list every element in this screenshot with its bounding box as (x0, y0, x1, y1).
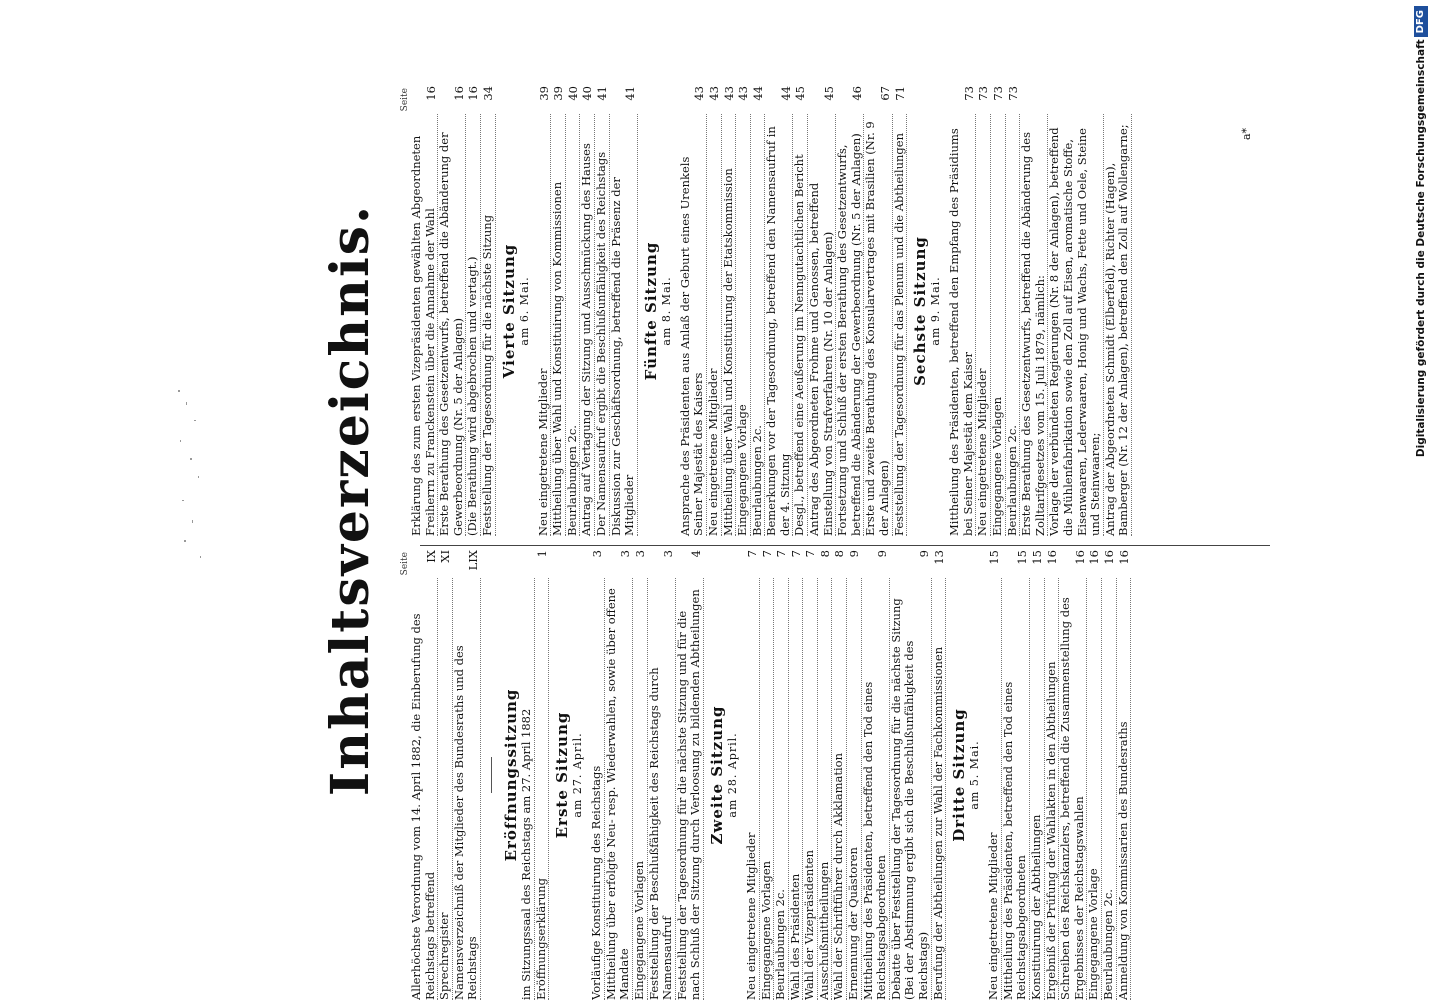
session-date: am 8. Mai. (659, 276, 673, 346)
toc-entry (774, 550, 789, 1000)
toc-entry (679, 86, 707, 536)
toc-entry (676, 550, 704, 1000)
toc-entry (551, 86, 566, 536)
toc-entry-page: 41 (594, 86, 609, 101)
toc-entry-text: Eingegangene Vorlagen (991, 114, 1006, 536)
toc-entry (1048, 86, 1103, 536)
toc-entry-text: Antrag auf Vertagung der Sitzung und Ausschmückung des Hauses (580, 114, 595, 536)
toc-entry (1045, 550, 1060, 1000)
toc-entry-text: Diskussion zur Geschäftsordnung, betreffend die Präsenz der Mitglieder (610, 114, 638, 536)
toc-entry-page: 7 (803, 550, 818, 558)
toc-entry (520, 550, 535, 1000)
signature-mark: a* (1240, 127, 1253, 140)
toc-entry (745, 550, 760, 1000)
toc-entry (633, 550, 648, 1000)
toc-entry-page: 3 (618, 550, 633, 558)
toc-entry-page: 44 (750, 86, 765, 101)
toc-entry-text: Mittheilung über erfolgte Neu- resp. Wiederwahlen, sowie über offene Mandate (605, 578, 633, 1000)
toc-entry-page: 15 (1015, 550, 1030, 565)
toc-entry-text: Erste Berathung des Gesetzentwurfs, betreffend die Abänderung der Gewerbeordnung (Nr. 5 der Anlagen) (438, 114, 466, 536)
toc-entry-text: Ernennung der Quästoren (847, 578, 862, 1000)
watermark-text: Digitalisierung gefördert durch die Deutsche Forschungsgemeinschaft (1415, 39, 1427, 458)
toc-entry-page: 7 (774, 550, 789, 558)
toc-entry-text: Wahl der Vizepräsidenten (803, 578, 818, 1000)
toc-entry-page: 15 (987, 550, 1002, 565)
toc-entry-text: Vorläufige Konstituirung des Reichstags (590, 578, 605, 1000)
toc-entry-page: IX (423, 550, 438, 563)
toc-entry-text: Eingegangene Vorlage (1087, 578, 1102, 1000)
toc-entry-text: Beurlaubungen 2c. (751, 114, 766, 536)
dfg-logo: DFG (1414, 6, 1428, 37)
toc-entry-page: 3 (590, 550, 605, 558)
toc-entry (948, 86, 976, 536)
toc-entry (808, 86, 836, 536)
toc-entry-text: Neu eingetretene Mitglieder (537, 114, 552, 536)
toc-entry (1102, 550, 1117, 1000)
toc-entry (453, 550, 481, 1000)
toc-entry-page: 67 (878, 86, 893, 101)
toc-entry (481, 86, 496, 536)
toc-entry-text: Fortsetzung und Schluß der ersten Berathung des Gesetzentwurfs, betreffend die Abänderung der Gewerbeordnung (Nr. 5 der Anlagen) (836, 114, 864, 536)
toc-entry-text: Schreiben des Reichskanzlers, betreffend die Zusammenstellung des Ergebnisses der Reichstagswahlen (1059, 578, 1087, 1000)
toc-entry-text: Eingegangene Vorlage (736, 114, 751, 536)
toc-entry-text: Beurlaubungen 2c. (774, 578, 789, 1000)
toc-entry-page: 16 (1116, 550, 1131, 565)
toc-entry-page: 39 (551, 86, 566, 101)
toc-entry-page: 16 (1101, 550, 1116, 565)
toc-entry-text: Mittheilung des Präsidenten, betreffend den Tod eines Reichstagsabgeordneten (1002, 578, 1030, 1000)
toc-entry (789, 550, 804, 1000)
toc-entry (1117, 550, 1132, 1000)
toc-entry-text: Sprechregister (438, 578, 453, 1000)
toc-entry-text: Vorlage der verbündeten Regierungen (Nr. 8 der Anlagen), betreffend die Mühlenfabrikation sowie den Zoll auf Eisen, aromatische Stoffe, Eisenwaaren, Lederwaaren, Honig und Wachs, Fette und Oele, Steine und Steinwaaren; (1048, 114, 1103, 536)
session-heading: Dritte Sitzung (950, 708, 969, 842)
toc-entry-page: 40 (565, 86, 580, 101)
toc-entry (765, 86, 793, 536)
session-date: am 27. April. (571, 732, 585, 818)
toc-entry-page: 44 (778, 86, 793, 101)
toc-entry (818, 550, 833, 1000)
toc-entry (836, 86, 864, 536)
toc-entry-page: 43 (721, 86, 736, 101)
toc-entry (1020, 86, 1048, 536)
page-column-label: Seite (400, 552, 410, 576)
toc-entry-page: 16 (423, 86, 438, 101)
toc-entry-page: 73 (991, 86, 1005, 101)
toc-entry-text: Ergebniß der Prüfung der Wahlakten in den Abtheilungen (1045, 578, 1060, 1000)
toc-entry (590, 550, 605, 1000)
toc-entry-text: Allerhöchste Verordnung vom 14. April 1882, die Einberufung des Reichstags betreffend (410, 578, 438, 1000)
toc-entry-page: 73 (976, 86, 991, 101)
toc-entry-page: 16 (1072, 550, 1087, 565)
toc-entry (1002, 550, 1030, 1000)
toc-entry-page: LIX (466, 550, 481, 571)
toc-entry-text: Neu eingetretene Mitglieder (707, 114, 722, 536)
toc-entry (410, 86, 438, 536)
toc-entry (438, 86, 466, 536)
toc-entry (410, 550, 438, 1000)
toc-entry-page: 3 (661, 550, 676, 558)
toc-entry-text: Namensverzeichniß der Mitglieder des Bundesraths und des Reichstags (453, 578, 481, 1000)
toc-entry-text: Beurlaubungen 2c. (1102, 578, 1117, 1000)
toc-entry (760, 550, 775, 1000)
toc-entry (537, 86, 552, 536)
toc-entry-text: Konstituirung der Abtheilungen (1030, 578, 1045, 1000)
toc-entry-page: 71 (892, 86, 907, 101)
toc-entry-text: Mittheilung des Präsidenten, betreffend den Tod eines Reichstagsabgeordneten (862, 578, 890, 1000)
scan-speckle (174, 380, 208, 580)
toc-entry (847, 550, 862, 1000)
toc-entry-text: Antrag der Abgeordneten Schmidt (Elberfeld), Richter (Hagen), Bamberger (Nr. 12 der Anlagen), betreffend den Zoll auf Wollengarne; (1104, 114, 1132, 536)
toc-entry-page: 9 (875, 550, 890, 558)
toc-entry-text: im Sitzungssaal des Reichstags am 27. April 1882 (520, 578, 535, 1000)
toc-entry-text: Eingegangene Vorlagen (633, 578, 648, 1000)
column-divider (420, 545, 1270, 546)
session-heading: Zweite Sitzung (707, 705, 726, 845)
toc-entry-page: 43 (692, 86, 707, 101)
toc-entry-page: XI (438, 550, 453, 563)
toc-entry (466, 86, 481, 536)
toc-entry-page: 16 (1087, 550, 1102, 565)
toc-entry-text: Wahl der Schriftführer durch Akklamation (832, 578, 847, 1000)
toc-entry-page: 16 (451, 86, 466, 101)
toc-entry-page: 8 (817, 550, 832, 558)
toc-entry-page: 45 (821, 86, 836, 101)
toc-entry (1059, 550, 1087, 1000)
toc-entry-text: Debatte über Feststellung der Tagesordnung für die nächste Sitzung (Bei der Abstimmung ergibt sich die Beschlußunfähigkeit des Reichstags) (890, 578, 932, 1000)
toc-entry-text: Wahl des Präsidenten (789, 578, 804, 1000)
toc-entry (736, 86, 751, 536)
toc-entry-text: Bemerkungen vor der Tagesordnung, betreffend den Namensaufruf in der 4. Sitzung (765, 114, 793, 536)
toc-entry (976, 86, 991, 536)
toc-entry-text: Mittheilung über Wahl und Konstituirung der Etatskommission (722, 114, 737, 536)
toc-entry-page: 39 (536, 86, 551, 101)
toc-entry-page: 73 (1005, 86, 1020, 101)
toc-entry-text: Erklärung des zum ersten Vizepräsidenten gewählten Abgeordneten Freiherrn zu Franckenstein über die Annahme der Wahl (410, 114, 438, 536)
toc-entry-page: 15 (1030, 550, 1044, 565)
toc-entry-text: Ausschußmittheilungen (818, 578, 833, 1000)
section-rule (491, 757, 492, 793)
toc-entry-text: Beurlaubungen 2c. (1006, 114, 1021, 536)
toc-entry-page: 9 (917, 550, 932, 558)
toc-entry-page: 16 (1044, 550, 1059, 565)
toc-entry (648, 550, 676, 1000)
toc-entry-page: 8 (832, 550, 847, 558)
toc-entry-text: (Die Berathung wird abgebrochen und vertagt.) (466, 114, 481, 536)
session-heading: Eröffnungssitzung (501, 688, 520, 862)
toc-entry (1030, 550, 1045, 1000)
toc-entry-page: 45 (793, 86, 808, 101)
toc-column-left (400, 550, 1280, 1000)
toc-entry-text: Desgl., betreffend eine Aeußerung im Nenngutachtlichen Bericht (793, 114, 808, 536)
toc-entry-text: Eingegangene Vorlagen (760, 578, 775, 1000)
toc-entry-page: 43 (736, 86, 751, 101)
toc-entry-text: Anmeldung von Kommissarien des Bundesraths (1117, 578, 1132, 1000)
toc-entry (803, 550, 818, 1000)
toc-entry-page: 4 (689, 550, 704, 558)
toc-entry-page: 1 (534, 550, 549, 558)
session-heading: Sechste Sitzung (911, 236, 930, 386)
toc-column-right (400, 86, 1280, 536)
toc-entry-page: 43 (706, 86, 721, 101)
toc-entry-text: Beurlaubungen 2c. (566, 114, 581, 536)
toc-entry (991, 86, 1006, 536)
toc-entry-page: 9 (847, 550, 862, 558)
toc-entry (932, 550, 947, 1000)
toc-entry (832, 550, 847, 1000)
toc-entry (722, 86, 737, 536)
toc-entry-text: Feststellung der Beschlußfähigkeit des Reichstags durch Namensaufruf (648, 578, 676, 1000)
toc-entry-text: Eröffnungserklärung (535, 578, 550, 1000)
page-column-label: Seite (400, 88, 410, 112)
session-heading: Fünfte Sitzung (641, 241, 660, 381)
toc-entry-text: Mittheilung des Präsidenten, betreffend den Empfang des Präsidiums bei Seiner Majestät dem Kaiser (948, 114, 976, 536)
toc-entry (864, 86, 892, 536)
toc-entry-page: 13 (931, 550, 946, 565)
toc-entry-text: Antrag des Abgeordneten Frohme und Genossen, betreffend Einstellung von Strafverfahren (Nr. 10 der Anlagen) (808, 114, 836, 536)
session-heading: Erste Sitzung (553, 711, 572, 839)
toc-entry-text: Berufung der Abtheilungen zur Wahl der Fachkommissionen (932, 578, 947, 1000)
toc-entry-text: Erste Berathung des Gesetzentwurfs, betreffend die Abänderung des Zolltarifgesetzes vom 15. Juli 1879, nämlich: (1020, 114, 1048, 536)
toc-entry-page: 41 (623, 86, 638, 101)
toc-entry-text: Erste und zweite Berathung des Konsularvertrages mit Brasilien (Nr. 9 der Anlagen) (864, 114, 892, 536)
toc-entry-text: Feststellung der Tagesordnung für die nächste Sitzung und für die nach Schluß der Sitzung durch Verloosung zu bildenden Abtheilungen (676, 578, 704, 1000)
toc-entry-text: Ansprache des Präsidenten aus Anlaß der Geburt eines Urenkels Seiner Majestät des Kaisers (679, 114, 707, 536)
toc-entry (893, 86, 908, 536)
toc-entry-page: 34 (480, 86, 495, 101)
toc-entry-page: 73 (961, 86, 976, 101)
toc-entry (610, 86, 638, 536)
toc-entry-page: 40 (580, 86, 595, 101)
toc-entry (751, 86, 766, 536)
toc-entry-text: Neu eingetretene Mitglieder (987, 578, 1002, 1000)
toc-entry-page: 7 (759, 550, 774, 558)
toc-entry (605, 550, 633, 1000)
session-heading: Vierte Sitzung (499, 243, 518, 379)
toc-entry-page: 16 (466, 86, 481, 101)
toc-entry (595, 86, 610, 536)
toc-entry (862, 550, 890, 1000)
toc-entry-page: 7 (744, 550, 759, 558)
toc-entry-page: 7 (788, 550, 803, 558)
toc-entry-page: 46 (849, 86, 864, 101)
session-date: am 9. Mai. (929, 276, 943, 346)
toc-entry-page: 3 (632, 550, 647, 558)
digitization-watermark (1412, 6, 1430, 994)
toc-entry-text: Neu eingetretene Mitglieder (976, 114, 991, 536)
toc-entry (535, 550, 550, 1000)
document-title: Inhaltsverzeichnis. (320, 203, 381, 797)
session-date: am 28. April. (725, 732, 739, 818)
session-date: am 6. Mai. (517, 276, 531, 346)
toc-entry (438, 550, 453, 1000)
toc-entry-text: Feststellung der Tagesordnung für die nächste Sitzung (481, 114, 496, 536)
toc-entry-text: Neu eingetretene Mitglieder (745, 578, 760, 1000)
toc-entry (890, 550, 932, 1000)
toc-entry (987, 550, 1002, 1000)
toc-entry-text: Der Namensaufruf ergibt die Beschlußunfähigkeit des Reichstags (595, 114, 610, 536)
toc-entry (1104, 86, 1132, 536)
toc-entry (1087, 550, 1102, 1000)
toc-entry (1006, 86, 1021, 536)
toc-entry (580, 86, 595, 536)
toc-entry (793, 86, 808, 536)
toc-entry-text: Mittheilung über Wahl und Konstituirung von Kommissionen (551, 114, 566, 536)
toc-entry-text: Feststellung der Tagesordnung für das Plenum und die Abtheilungen (893, 114, 908, 536)
toc-entry (707, 86, 722, 536)
toc-entry (566, 86, 581, 536)
session-date: am 5. Mai. (968, 740, 982, 810)
